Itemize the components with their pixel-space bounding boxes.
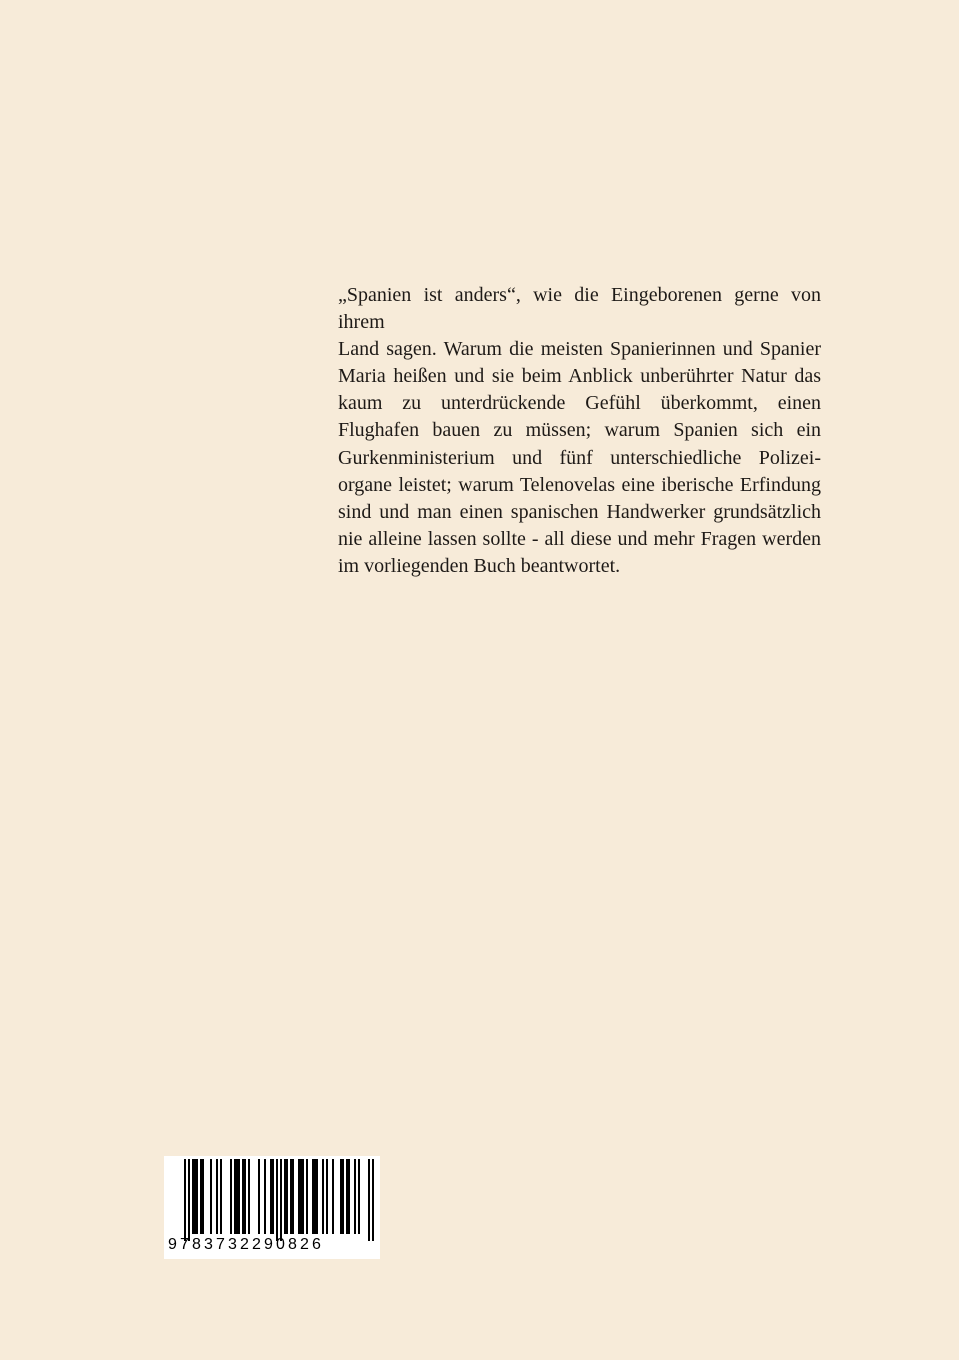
barcode-bar: [272, 1159, 274, 1234]
barcode-bar: [258, 1159, 260, 1234]
barcode-bar: [238, 1159, 240, 1234]
blurb-line: organe leistet; warum Telenovelas eine iberische Erfindung: [338, 473, 821, 496]
blurb-line: Maria heißen und sie beim Anblick unberührter Natur das: [338, 365, 821, 388]
isbn-number: 9783732290826: [168, 1236, 324, 1253]
barcode-bar: [192, 1159, 194, 1234]
barcode-bar: [276, 1159, 278, 1241]
blurb-line: kaum zu unterdrückende Gefühl überkommt, einen: [338, 392, 821, 415]
barcode-bar: [216, 1159, 218, 1234]
isbn-barcode: [164, 1156, 380, 1259]
barcode-bar: [372, 1159, 374, 1241]
barcode-bar: [340, 1159, 342, 1234]
barcode-bar: [248, 1159, 250, 1234]
barcode-bar: [312, 1159, 314, 1234]
barcode-bar: [306, 1159, 308, 1234]
barcode-bar: [290, 1159, 292, 1234]
blurb-line: Land sagen. Warum die meisten Spanierinnen und Spanier: [338, 338, 821, 361]
barcode-bar: [314, 1159, 316, 1234]
barcode-bar: [354, 1159, 356, 1234]
blurb-line: nie alleine lassen sollte - all diese und mehr Fragen werden: [338, 527, 821, 550]
barcode-bar: [194, 1159, 196, 1234]
barcode-bar: [286, 1159, 288, 1234]
barcode-bar: [332, 1159, 334, 1234]
barcode-bar: [358, 1159, 360, 1234]
barcode-bar: [264, 1159, 266, 1234]
barcode-bar: [188, 1159, 190, 1241]
barcode-bar: [342, 1159, 344, 1234]
blurb-line: Gurkenministerium und fünf unterschiedliche Polizei-: [338, 446, 821, 469]
barcode-bar: [300, 1159, 302, 1234]
barcode-bar: [196, 1159, 198, 1234]
barcode-bar: [230, 1159, 232, 1234]
barcode-bar: [316, 1159, 318, 1234]
barcode-bar: [348, 1159, 350, 1234]
blurb-line: im vorliegenden Buch beantwortet.: [338, 554, 621, 577]
barcode-bar: [184, 1159, 186, 1241]
blurb-line: „Spanien ist anders“, wie die Eingeborenen gerne von ihrem: [338, 284, 821, 334]
barcode-bar: [322, 1159, 324, 1234]
back-cover-blurb: [338, 282, 821, 580]
barcode-bar: [244, 1159, 246, 1234]
blurb-line: Flughafen bauen zu müssen; warum Spanien sich ein: [338, 419, 821, 442]
barcode-bar: [220, 1159, 222, 1234]
barcode-bar: [326, 1159, 328, 1234]
barcode-bar: [242, 1159, 244, 1234]
barcode-bar: [200, 1159, 202, 1234]
barcode-bar: [368, 1159, 370, 1241]
barcode-bar: [284, 1159, 286, 1234]
barcode-bar: [292, 1159, 294, 1234]
barcode-bar: [234, 1159, 236, 1234]
barcode-bar: [210, 1159, 212, 1234]
barcode-bar: [298, 1159, 300, 1234]
barcode-bar: [302, 1159, 304, 1234]
barcode-bar: [280, 1159, 282, 1241]
barcode-bar: [270, 1159, 272, 1234]
barcode-bar: [202, 1159, 204, 1234]
barcode-bar: [346, 1159, 348, 1234]
blurb-line: sind und man einen spanischen Handwerker grundsätzlich: [338, 500, 821, 523]
barcode-bar: [236, 1159, 238, 1234]
